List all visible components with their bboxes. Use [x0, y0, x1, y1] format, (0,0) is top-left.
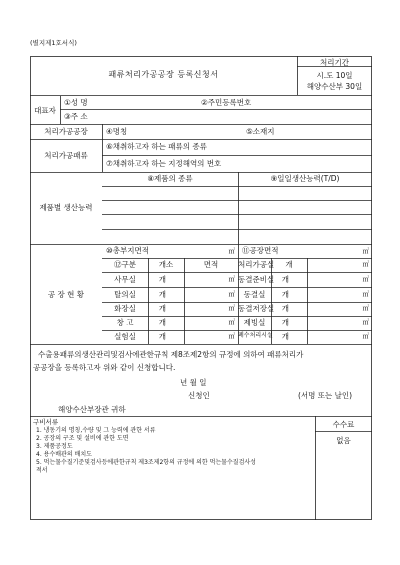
- site-row-count: 개: [158, 332, 166, 341]
- form-title: 패류처리가공공장 등록신청서: [108, 70, 219, 79]
- application-date: 년 월 일: [180, 378, 207, 387]
- factory-area-unit: ㎡: [362, 247, 369, 255]
- plant-label: 처리가공공장: [44, 127, 88, 136]
- required-document-item: 1. 냉동기의 명칭,수량 및 그 능력에 관한 서류: [36, 427, 156, 434]
- site-row-name2: 제빙실: [243, 318, 266, 327]
- site-header-category: ⑫구분: [114, 260, 136, 269]
- required-document-item: 2. 공장의 구조 및 설비에 관한 도면: [36, 435, 129, 442]
- applicant-label: 대표자: [34, 106, 56, 115]
- required-documents-label: 구비서류: [33, 418, 59, 426]
- site-row-area-unit2: ㎡: [362, 290, 369, 298]
- site-header-area: 면적: [203, 260, 219, 269]
- site-row-count2: 개: [281, 275, 289, 284]
- site-row-name: 탈의실: [114, 290, 136, 299]
- site-row-name2: 동결준비실: [238, 275, 275, 284]
- site-row-count: 개: [158, 290, 166, 299]
- plant-name-label: ④명칭: [106, 127, 128, 136]
- site-row-count: 개: [158, 318, 166, 327]
- plant-location-label: ⑤소재지: [246, 127, 275, 136]
- site-row-count2: 개: [281, 318, 289, 327]
- site-row-area-unit: ㎡: [228, 275, 235, 283]
- site-row-area-unit2: ㎡: [362, 275, 369, 283]
- fee-value: 없음: [336, 436, 351, 445]
- designated-area-label: ⑦채취하고자 하는 지정해역의 번호: [106, 159, 222, 168]
- required-document-item: 4. 용수배관의 배치도: [36, 451, 92, 458]
- site-row-name: 실험실: [114, 332, 136, 341]
- site-row-area-unit2: ㎡: [362, 304, 369, 312]
- site-row-area-unit: ㎡: [228, 318, 235, 326]
- site-row-count: 개: [158, 275, 166, 284]
- declaration-line-2: 공공장을 등록하고자 위와 같이 신청합니다.: [33, 363, 176, 372]
- product-type-header: ⑧제품의 종류: [147, 174, 193, 183]
- processing-period-local: 시.도 10일: [316, 71, 353, 80]
- declaration-line-1: 수출용패류의생산관리및검사에관한규칙 제8조제2항의 규정에 의하여 패류처리가: [38, 350, 304, 359]
- required-document-item: 적서: [36, 467, 48, 474]
- site-row-count2: 개: [281, 304, 289, 313]
- site-row-area-unit: ㎡: [228, 332, 235, 340]
- production-capacity-label: 제품별 생산능력: [39, 203, 93, 212]
- site-row-count: 개: [158, 304, 166, 313]
- shellfish-label: 처리가공패류: [44, 151, 88, 160]
- applicant-signature-label: 신청인: [188, 391, 210, 400]
- form-number-label: (별지제1호서식): [30, 39, 77, 47]
- site-row-name2: 동결실: [243, 290, 266, 299]
- site-row-name: 사무실: [114, 275, 136, 284]
- site-header-unit2: ㎡: [362, 260, 369, 268]
- shellfish-type-label: ⑥채취하고자 하는 패류의 종류: [106, 142, 207, 151]
- site-row-name2: 동결저장실: [238, 304, 275, 313]
- site-row-area-unit: ㎡: [228, 304, 235, 312]
- site-header-count: 개소: [158, 260, 174, 269]
- fee-label: 수수료: [332, 420, 355, 429]
- recipient-label: 해양수산부장관 귀하: [58, 405, 126, 414]
- site-row-area-unit2: ㎡: [362, 332, 369, 340]
- resident-number-label: ②주민등록번호: [201, 98, 252, 107]
- site-row-name: 창 고: [116, 318, 134, 327]
- sign-or-seal-label: (서명 또는 날인): [298, 391, 353, 400]
- total-area-unit: ㎡: [228, 247, 235, 255]
- site-row-area-unit2: ㎡: [362, 318, 369, 326]
- site-row-area-unit: ㎡: [228, 290, 235, 298]
- total-area-label: ⑩총부지면적: [106, 246, 149, 255]
- site-row-name2: 폐수처리시설: [238, 332, 273, 339]
- site-header-count2: 개: [285, 260, 293, 269]
- site-row-name: 화장실: [114, 304, 136, 313]
- applicant-name-label: ①성 명: [64, 98, 88, 107]
- site-status-label: 공 장 현 황: [47, 290, 85, 299]
- required-document-item: 3. 제품공정도: [36, 443, 73, 450]
- daily-capacity-header: ⑨일일생산능력(T/D): [270, 174, 340, 183]
- site-header-processing-room: 처리가공실: [238, 260, 275, 269]
- processing-period-label: 처리기간: [320, 58, 349, 67]
- site-row-count2: 개: [281, 332, 289, 341]
- applicant-address-label: ③주 소: [64, 112, 88, 121]
- required-document-item: 5. 먹는물수질기준및검사등에관한규칙 제3조제2항의 규정에 의한 먹는물수질검사성: [36, 459, 256, 466]
- site-row-count2: 개: [281, 290, 289, 299]
- processing-period-ministry: 해양수산부 30일: [306, 82, 363, 91]
- factory-area-label: ⑪공장면적: [242, 246, 279, 255]
